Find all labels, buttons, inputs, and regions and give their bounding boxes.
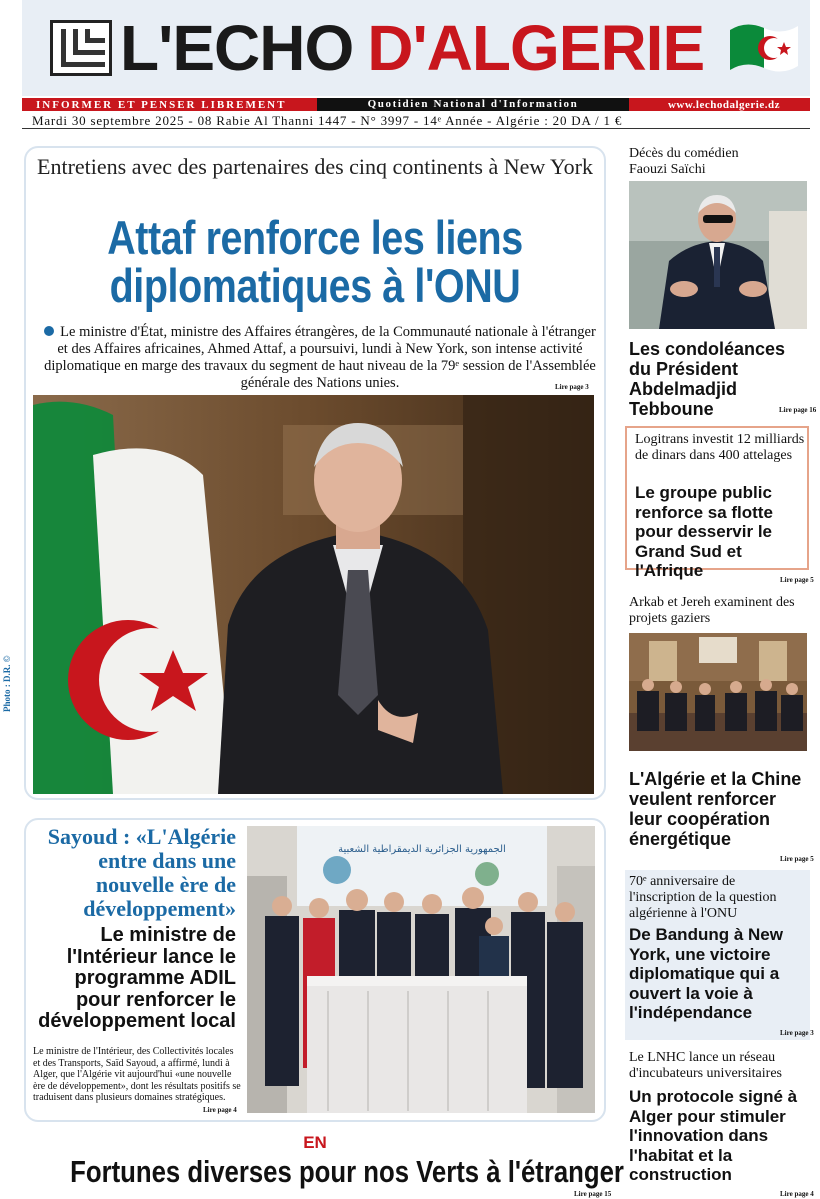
website-link[interactable]: www.lechodalgerie.dz (667, 98, 780, 111)
sidebar-item5-read-more[interactable]: Lire page 4 (780, 1190, 814, 1198)
second-story-lede: Le ministre de l'Intérieur, des Collectivités locales et des Transports, Saïd Sayoud, a affirmé, lundi à Alger, que l'Algérie vit aujourd'hui «une nouvelle ère de développement», dont les résultats positifs se traduisent dans plusieurs domaines stratégiques. (33, 1046, 241, 1103)
masthead (22, 0, 810, 96)
second-story-quote: Sayoud : «L'Algérie entre dans une nouvelle ère de développement» (47, 824, 236, 921)
sidebar-item1-kicker: Décès du comédien Faouzi Saïchi (629, 146, 739, 177)
sidebar-item2-kicker: Logitrans investit 12 milliards de dinars dans 400 attelages (635, 432, 805, 463)
sidebar-item3-headline[interactable]: L'Algérie et la Chine veulent renforcer leur coopération énergétique (629, 769, 802, 849)
sidebar-item5-headline[interactable]: Un protocole signé à Alger pour stimuler l'innovation dans l'habitat et la construction (629, 1087, 798, 1184)
second-story-read-more[interactable]: Lire page 4 (203, 1106, 237, 1114)
sidebar-item4-read-more[interactable]: Lire page 3 (780, 1029, 814, 1037)
tagline-band (22, 98, 810, 111)
banner-text: الجمهورية الجزائرية الديمقراطية الشعبية (338, 844, 506, 855)
second-story-headline[interactable]: Le ministre de l'Intérieur lance le programme ADIL pour renforcer le développement local (38, 924, 236, 1032)
sidebar-item1-headline[interactable]: Les condoléances du Président Abdelmadjid Tebboune (629, 339, 786, 419)
sidebar-item3-read-more[interactable]: Lire page 5 (780, 855, 814, 863)
bottom-story-read-more[interactable]: Lire page 15 (574, 1190, 612, 1198)
bottom-story-label: EN (303, 1133, 327, 1152)
sidebar-item4-headline[interactable]: De Bandung à New York, une victoire diplomatique qui a ouvert la voie à l'indépendance (629, 925, 783, 1022)
sidebar-item3-kicker: Arkab et Jereh examinent des projets gaziers (629, 595, 795, 626)
publication-type: Quotidien National d'Information (317, 98, 629, 111)
photo-credit: Photo : D.R. © (2, 655, 12, 712)
logo-icon (50, 20, 112, 76)
dateline: Mardi 30 septembre 2025 - 08 Rabie Al Thanni 1447 - N° 3997 - 14ᵉ Année - Algérie : 20 DA / 1 € (22, 112, 810, 129)
sidebar-item2-headline[interactable]: Le groupe public renforce sa flotte pour desservir le Grand Sud et l'Afrique (635, 483, 773, 580)
sidebar-item3-photo (629, 633, 807, 751)
sidebar-item2-read-more[interactable]: Lire page 5 (780, 576, 814, 584)
bottom-story-headline[interactable]: Fortunes diverses pour nos Verts à l'étranger (70, 1154, 624, 1189)
signing-ceremony-photo (247, 826, 595, 1113)
sidebar-item1-photo (629, 181, 807, 329)
title-part1: L'ECHO (120, 12, 354, 84)
main-story-headline[interactable]: Attaf renforce les liens diplomatiques à l'ONU (107, 211, 523, 312)
main-story-lede-text: Le ministre d'État, ministre des Affaires étrangères, de la Communauté nationale à l'étranger et des Affaires africaines, Ahmed Attaf, a poursuivi, lundi à New York, son intense activité diplomatique en marge des travaux du segment de haut niveau de la 79ᵉ session de l'Assemblée générale des Nations unies. (44, 324, 596, 391)
bullet-icon (44, 326, 54, 336)
tagline: INFORMER ET PENSER LIBREMENT (36, 98, 287, 111)
main-story-read-more[interactable]: Lire page 3 (555, 383, 589, 391)
title-part2: D'ALGERIE (367, 12, 705, 84)
sidebar-item1-read-more[interactable]: Lire page 16 (779, 406, 817, 414)
main-story-photo (33, 395, 594, 794)
sidebar-item5-kicker: Le LNHC lance un réseau d'incubateurs universitaires (629, 1050, 782, 1081)
main-story-kicker: Entretiens avec des partenaires des cinq continents à New York (37, 154, 593, 179)
newspaper-title (120, 8, 704, 88)
algerian-flag-icon (726, 16, 802, 80)
sidebar-item4-kicker: 70ᵉ anniversaire de l'inscription de la question algérienne à l'ONU (629, 874, 777, 921)
main-story-lede (40, 324, 600, 392)
